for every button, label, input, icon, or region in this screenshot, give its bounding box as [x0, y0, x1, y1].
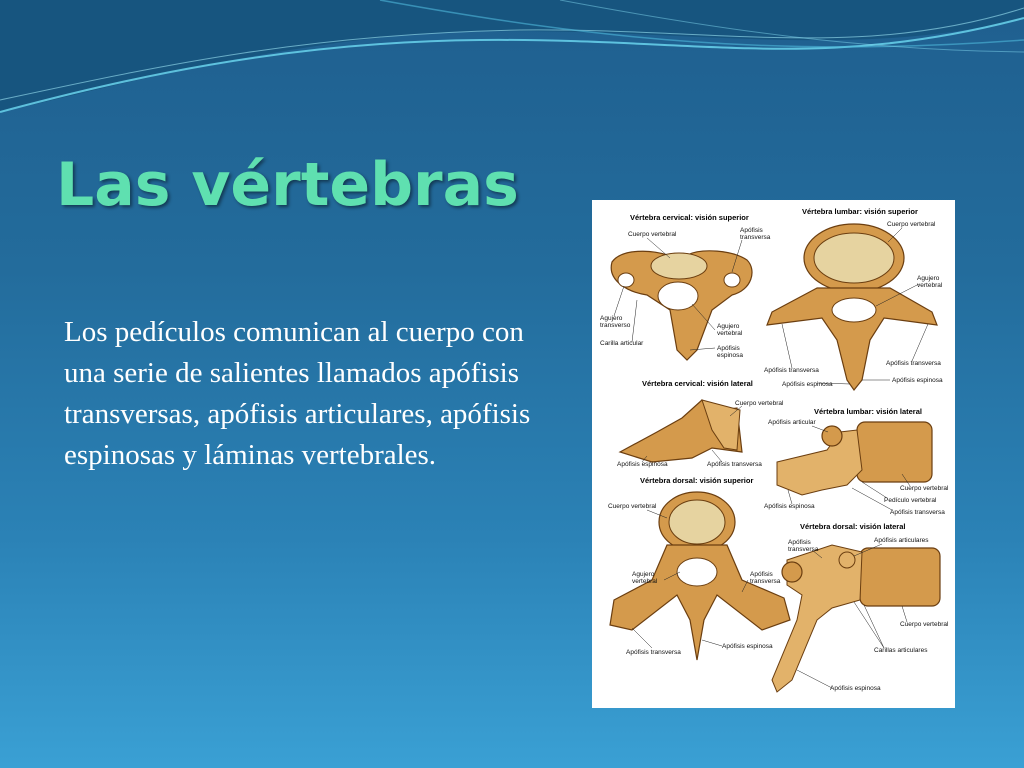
label-dl-transversa-2: transversa — [788, 546, 819, 553]
label-ds-transversa-2: transversa — [750, 578, 781, 585]
decorative-waves — [0, 0, 1024, 130]
heading-cervical-lateral: Vértebra cervical: visión lateral — [642, 379, 753, 388]
heading-lumbar-lateral: Vértebra lumbar: visión lateral — [814, 407, 922, 416]
label-cs-espinosa-2: espinosa — [717, 352, 744, 359]
label-ll-espinosa: Apófisis espinosa — [764, 503, 815, 510]
label-cs-transversa-2: transversa — [740, 234, 771, 241]
label-ls-transversa-right: Apófisis transversa — [886, 360, 941, 367]
heading-dorsal-lateral: Vértebra dorsal: visión lateral — [800, 522, 906, 531]
label-ls-espinosa-left: Apófisis espinosa — [782, 381, 833, 388]
heading-dorsal-superior: Vértebra dorsal: visión superior — [640, 476, 754, 485]
label-ls-cuerpo: Cuerpo vertebral — [887, 221, 936, 228]
label-cs-agujero-vertebral-2: vertebral — [717, 330, 743, 337]
label-ls-espinosa-right: Apófisis espinosa — [892, 377, 943, 384]
label-cs-agujero-transverso-2: transverso — [600, 322, 631, 329]
label-ds-espinosa: Apófisis espinosa — [722, 643, 773, 650]
label-ls-agujero-1: Agujero — [917, 275, 940, 282]
label-ds-agujero-1: Agujero — [632, 571, 655, 578]
label-cl-transversa: Apófisis transversa — [707, 461, 762, 468]
slide-title: Las vértebras — [56, 150, 519, 220]
heading-cervical-superior: Vértebra cervical: visión superior — [630, 213, 749, 222]
label-ds-cuerpo: Cuerpo vertebral — [608, 503, 657, 510]
label-cs-carilla: Carilla articular — [600, 340, 644, 347]
label-cs-espinosa-1: Apófisis — [717, 345, 740, 352]
slide-paragraph: Los pedículos comunican al cuerpo con una serie de salientes llamados apófisis transversas, apófisis articulares, apófisis espinosas y láminas vertebrales. — [64, 316, 531, 471]
label-dl-transversa-1: Apófisis — [788, 539, 811, 546]
vertebrae-illustration — [592, 200, 955, 708]
label-dl-carillas: Carillas articulares — [874, 647, 928, 654]
label-ls-transversa-left: Apófisis transversa — [764, 367, 819, 374]
label-ll-cuerpo: Cuerpo vertebral — [900, 485, 949, 492]
label-cs-agujero-transverso-1: Agujero — [600, 315, 623, 322]
label-ds-agujero-2: vertebral — [632, 578, 658, 585]
label-cs-agujero-vertebral-1: Agujero — [717, 323, 740, 330]
label-ds-transversa-1: Apófisis — [750, 571, 773, 578]
cervical-lateral-vertebra — [620, 400, 742, 462]
label-cs-transversa-1: Apófisis — [740, 227, 763, 234]
label-cl-cuerpo: Cuerpo vertebral — [735, 400, 784, 407]
heading-lumbar-superior: Vértebra lumbar: visión superior — [802, 207, 918, 216]
label-ll-transversa: Apófisis transversa — [890, 509, 945, 516]
label-ls-agujero-2: vertebral — [917, 282, 943, 289]
label-cl-espinosa: Apófisis espinosa — [617, 461, 668, 468]
label-dl-espinosa: Apófisis espinosa — [830, 685, 881, 692]
label-ll-pediculo: Pedículo vertebral — [884, 497, 937, 504]
vertebrae-diagram — [592, 200, 955, 708]
label-ll-articular: Apófisis articular — [768, 419, 816, 426]
label-dl-cuerpo: Cuerpo vertebral — [900, 621, 949, 628]
label-ds-transversa-bottom: Apófisis transversa — [626, 649, 681, 656]
label-dl-articulares: Apófisis articulares — [874, 537, 929, 544]
label-cs-cuerpo: Cuerpo vertebral — [628, 231, 677, 238]
